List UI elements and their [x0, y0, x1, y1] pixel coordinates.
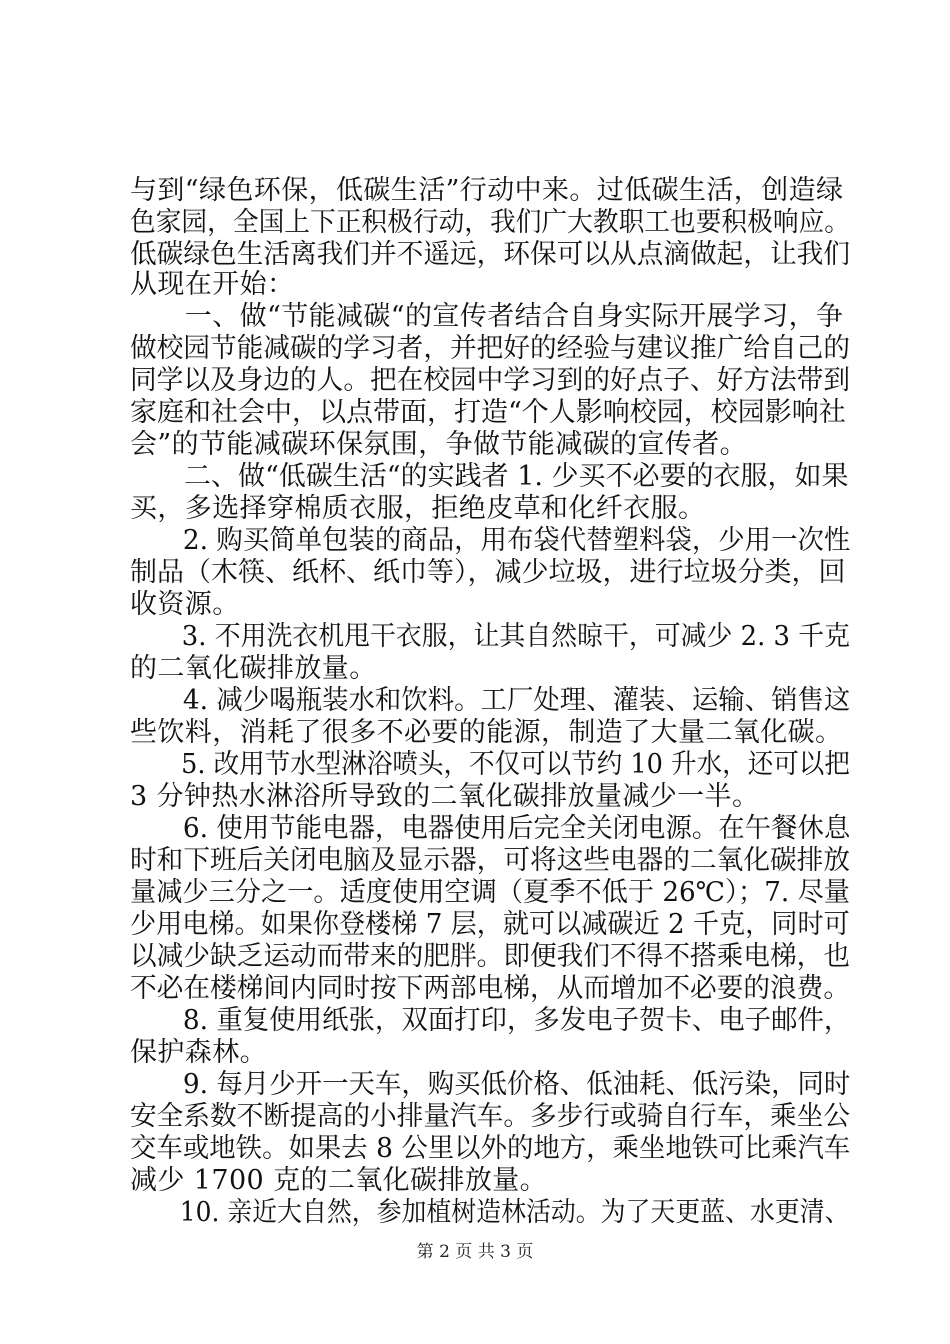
body-text-line: 收资源。 — [130, 589, 240, 620]
body-text-line: 一、做“节能减碳“的宣传者结合自身实际开展学习，争 — [130, 301, 844, 332]
body-text-line: 量减少三分之一。适度使用空调（夏季不低于 26℃）；7. 尽量 — [130, 877, 850, 908]
body-text-line: 的二氧化碳排放量。 — [130, 653, 377, 684]
body-text-line: 5. 改用节水型淋浴喷头，不仅可以节约 10 升水，还可以把 — [130, 749, 850, 780]
body-text-line: 10. 亲近大自然，参加植树造林活动。为了天更蓝、水更清、 — [130, 1197, 850, 1228]
body-text-line: 色家园，全国上下正积极行动，我们广大教职工也要积极响应。 — [130, 207, 850, 238]
body-text-line: 2. 购买简单包装的商品，用布袋代替塑料袋，少用一次性 — [130, 525, 851, 556]
body-text-line: 4. 减少喝瓶装水和饮料。工厂处理、灌装、运输、销售这 — [130, 685, 851, 716]
body-text-line: 6. 使用节能电器，电器使用后完全关闭电源。在午餐休息 — [130, 813, 851, 844]
body-text-line: 买，多选择穿棉质衣服，拒绝皮草和化纤衣服。 — [130, 493, 706, 524]
body-text-line: 做校园节能减碳的学习者，并把好的经验与建议推广给自己的 — [130, 333, 850, 364]
body-text-line: 家庭和社会中，以点带面，打造“个人影响校园，校园影响社 — [130, 397, 846, 428]
body-text-line: 从现在开始： — [130, 269, 295, 300]
body-text-line: 低碳绿色生活离我们并不遥远，环保可以从点滴做起，让我们 — [130, 239, 850, 270]
page-number-footer: 第 2 页 共 3 页 — [416, 1242, 534, 1262]
body-text-line: 不必在楼梯间内同时按下两部电梯，从而增加不必要的浪费。 — [130, 973, 850, 1004]
body-text-line: 会”的节能减碳环保氛围，争做节能减碳的宣传者。 — [130, 429, 748, 460]
body-text-line: 9. 每月少开一天车，购买低价格、低油耗、低污染，同时 — [130, 1069, 851, 1100]
body-text-line: 3. 不用洗衣机甩干衣服，让其自然晾干，可减少 2. 3 千克 — [130, 621, 851, 652]
body-text-line: 制品（木筷、纸杯、纸巾等），减少垃圾，进行垃圾分类，回 — [130, 557, 846, 588]
body-text-line: 以减少缺乏运动而带来的肥胖。即便我们不得不搭乘电梯，也 — [130, 941, 850, 972]
body-text-line: 减少 1700 克的二氧化碳排放量。 — [130, 1165, 548, 1196]
body-text-line: 安全系数不断提高的小排量汽车。多步行或骑自行车，乘坐公 — [130, 1101, 850, 1132]
body-text-line: 保护森林。 — [130, 1037, 267, 1068]
body-text-line: 8. 重复使用纸张，双面打印，多发电子贺卡、电子邮件， — [130, 1005, 851, 1036]
body-text-line: 交车或地铁。如果去 8 公里以外的地方，乘坐地铁可比乘汽车 — [130, 1133, 851, 1164]
body-text-line: 时和下班后关闭电脑及显示器，可将这些电器的二氧化碳排放 — [130, 845, 850, 876]
body-text-line: 同学以及身边的人。把在校园中学习到的好点子、好方法带到 — [130, 365, 850, 396]
body-text-line: 二、做“低碳生活“的实践者 1. 少买不必要的衣服，如果 — [130, 461, 849, 492]
body-text-line: 3 分钟热水淋浴所导致的二氧化碳排放量减少一半。 — [130, 781, 760, 812]
body-text-line: 与到“绿色环保，低碳生活”行动中来。过低碳生活，创造绿 — [130, 175, 844, 206]
body-text-line: 少用电梯。如果你登楼梯 7 层，就可以减碳近 2 千克，同时可 — [130, 909, 850, 940]
body-text-line: 些饮料，消耗了很多不必要的能源，制造了大量二氧化碳。 — [130, 717, 843, 748]
